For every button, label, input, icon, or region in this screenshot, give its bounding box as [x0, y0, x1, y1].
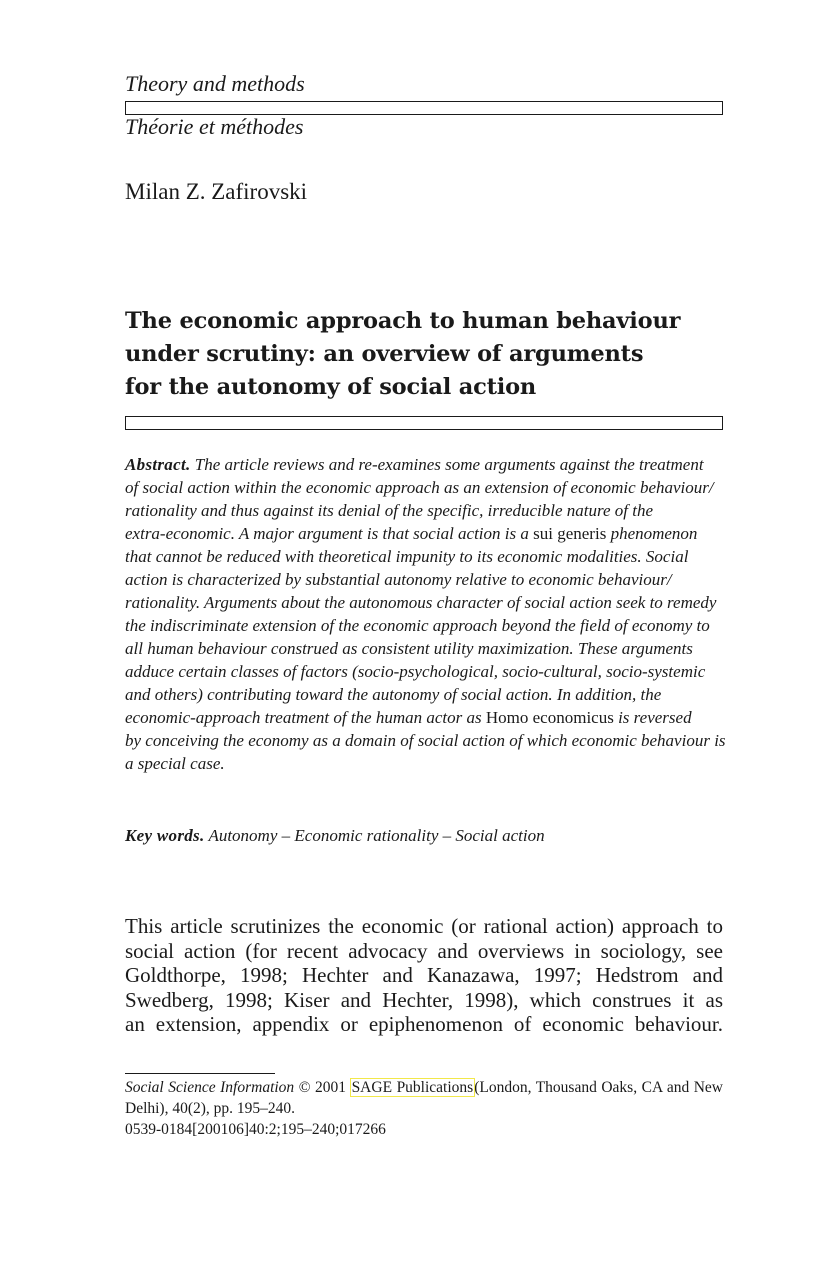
body-line: an extension, appendix or epiphenomenon of economic behaviour.	[125, 1012, 723, 1036]
publisher-link[interactable]: SAGE Publications	[351, 1079, 474, 1096]
abstract-line: and others) contributing toward the autonomy of social action. In addition, the	[125, 685, 662, 704]
section-label-english: Theory and methods	[125, 71, 305, 96]
body-line: Swedberg, 1998; Kiser and Hechter, 1998), which construes it as	[125, 987, 723, 1012]
abstract-line: of social action within the economic approach as an extension of economic behaviour/	[125, 478, 714, 497]
abstract-line: a special case.	[125, 754, 225, 773]
keywords-label: Key words.	[125, 826, 205, 845]
abstract-line: extra-economic. A major argument is that social action is a sui generis phenomenon	[125, 524, 698, 543]
sui-generis-term: sui generis	[533, 524, 607, 543]
title-rule	[125, 416, 723, 430]
abstract-line: by conceiving the economy as a domain of social action of which economic behaviour is	[125, 731, 726, 750]
title-line: for the autonomy of social action	[125, 374, 537, 400]
body-line: social action (for recent advocacy and overviews in sociology, see	[125, 938, 723, 963]
abstract	[125, 453, 726, 775]
abstract-line: action is characterized by substantial autonomy relative to economic behaviour/	[125, 570, 672, 589]
body-line: This article scrutinizes the economic (or rational action) approach to	[125, 914, 723, 938]
abstract-label: Abstract.	[125, 455, 191, 474]
footnote-rule	[125, 1073, 275, 1074]
body-line: Goldthorpe, 1998; Hechter and Kanazawa, 1997; Hedstrom and	[125, 963, 723, 987]
footnote-issn: 0539-0184[200106]40:2;195–240;017266	[125, 1121, 386, 1138]
homo-economicus-term: Homo economicus	[485, 708, 614, 727]
abstract-line: all human behaviour construed as consistent utility maximization. These arguments	[125, 639, 693, 658]
abstract-line: rationality. Arguments about the autonomous character of social action seek to remedy	[125, 593, 717, 612]
footnote-line: Delhi), 40(2), pp. 195–240.	[125, 1100, 296, 1117]
abstract-line: economic-approach treatment of the human actor as Homo economicus is reversed	[125, 708, 692, 727]
article-title	[125, 305, 723, 404]
keywords	[125, 824, 545, 847]
abstract-line: adduce certain classes of factors (socio-psychological, socio-cultural, socio-systemic	[125, 662, 706, 681]
author-name: Milan Z. Zafirovski	[125, 179, 308, 204]
journal-name: Social Science Information	[125, 1079, 295, 1096]
footnote	[125, 1077, 723, 1140]
abstract-line: rationality and thus against its denial of the specific, irreducible nature of the	[125, 501, 654, 520]
footnote-line: Social Science Information © 2001 SAGE Publications(London, Thousand Oaks, CA and New	[125, 1079, 723, 1096]
header-rule	[125, 101, 723, 115]
abstract-line: that cannot be reduced with theoretical impunity to its economic modalities. Social	[125, 547, 689, 566]
abstract-line: the indiscriminate extension of the economic approach beyond the field of economy to	[125, 616, 710, 635]
title-line: under scrutiny: an overview of arguments	[125, 341, 644, 367]
body-paragraph	[125, 914, 723, 1037]
abstract-line: Abstract. The article reviews and re-examines some arguments against the treatment	[125, 455, 704, 474]
section-label-french: Théorie et méthodes	[125, 114, 304, 139]
keywords-text: Autonomy – Economic rationality – Social action	[208, 826, 545, 845]
title-line: The economic approach to human behaviour	[125, 308, 681, 334]
